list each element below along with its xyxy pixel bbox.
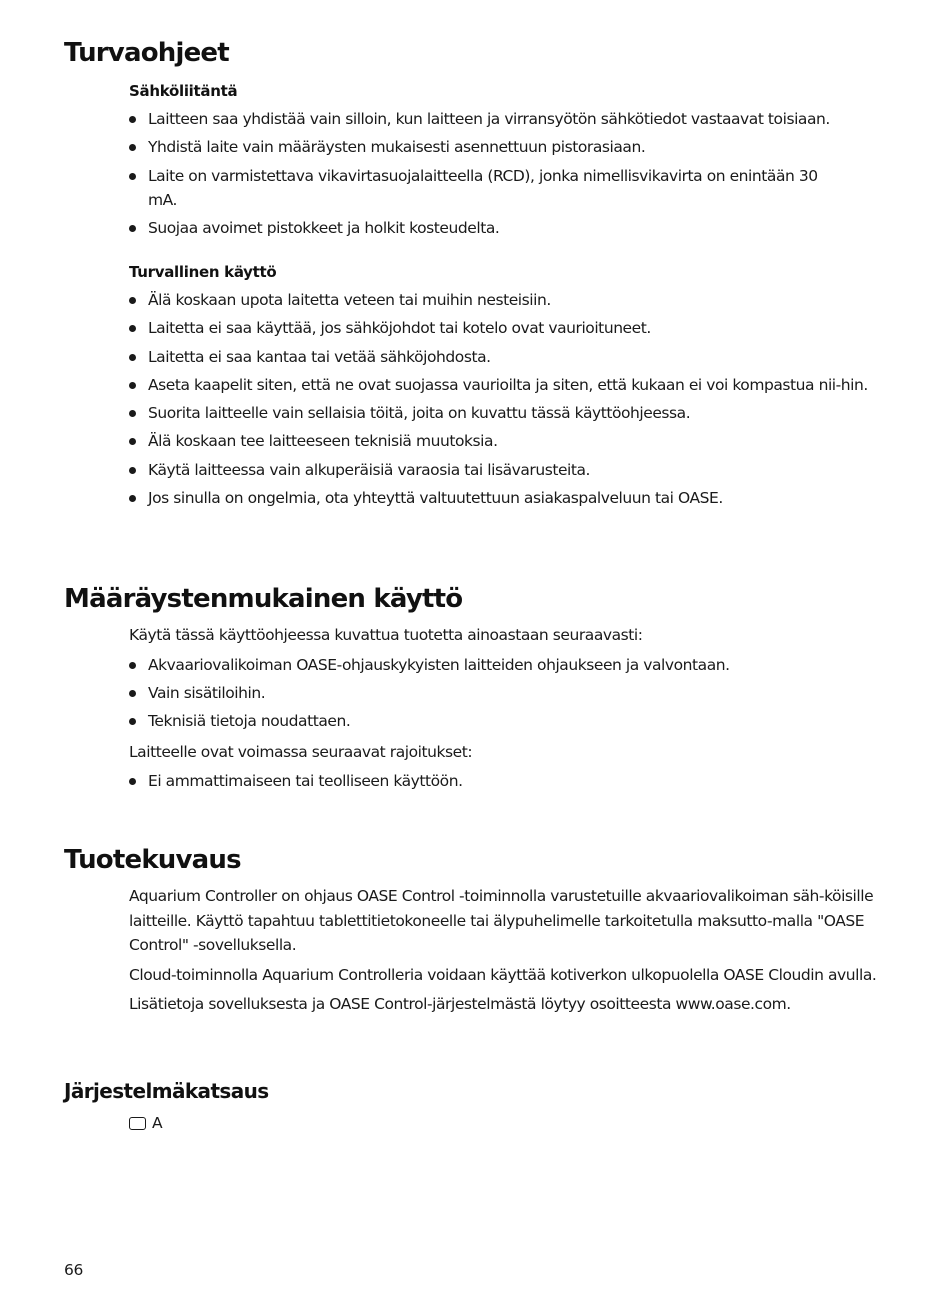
- list-item: Laitteen saa yhdistää vain silloin, kun laitteen ja virransyötön sähkötiedot vastaavat toisiaan.: [129, 107, 879, 132]
- list-item: Laitetta ei saa kantaa tai vetää sähköjohdosta.: [129, 345, 879, 370]
- list-item: Jos sinulla on ongelmia, ota yhteyttä valtuutettuun asiakaspalveluun tai OASE.: [129, 486, 879, 511]
- list-item: Älä koskaan tee laitteeseen teknisiä muutoksia.: [129, 429, 879, 454]
- subheading-electrical: Sähköliitäntä: [129, 82, 238, 100]
- heading-intended-use: Määräystenmukainen käyttö: [64, 584, 463, 614]
- product-paragraph: Aquarium Controller on ohjaus OASE Control -toiminnolla varustetuille akvaariovalikoiman säh-köisille laitteille. Käyttö tapahtuu tablettitietokoneelle tai älypuhelimelle tarkoitetulla maksutto-malla "OASE Control" -sovelluksella.: [129, 887, 874, 954]
- list-item: Suorita laitteelle vain sellaisia töitä, joita on kuvattu tässä käyttöohjeessa.: [129, 401, 879, 426]
- list-item: Laite on varmistettava vikavirtasuojalaitteella (RCD), jonka nimellisvikavirta on enintään 30 mA.: [129, 164, 879, 213]
- list-item: Laitetta ei saa käyttää, jos sähköjohdot tai kotelo ovat vaurioituneet.: [129, 316, 879, 341]
- operation-list: [129, 288, 879, 511]
- subheading-safe-operation: Turvallinen käyttö: [129, 263, 277, 281]
- list-item: Akvaariovalikoiman OASE-ohjauskykyisten laitteiden ohjaukseen ja valvontaan.: [129, 653, 879, 678]
- electrical-list: [129, 107, 879, 241]
- list-item: Suojaa avoimet pistokkeet ja holkit kosteudelta.: [129, 216, 879, 241]
- product-description-block: [129, 884, 879, 1022]
- figure-icon: [129, 1117, 146, 1130]
- list-item: Yhdistä laite vain määräysten mukaisesti asennettuun pistorasiaan.: [129, 135, 879, 160]
- list-item: Vain sisätiloihin.: [129, 681, 879, 706]
- list-item: Älä koskaan upota laitetta veteen tai muihin nesteisiin.: [129, 288, 879, 313]
- electrical-list-block: [129, 107, 879, 245]
- intended-use-block: [129, 623, 879, 797]
- heading-product-description: Tuotekuvaus: [64, 845, 241, 875]
- heading-safety: Turvaohjeet: [64, 38, 229, 68]
- list-item: Teknisiä tietoja noudattaen.: [129, 709, 879, 734]
- intended-use-intro: Käytä tässä käyttöohjeessa kuvattua tuotetta ainoastaan seuraavasti:: [129, 626, 643, 644]
- heading-system-overview: Järjestelmäkatsaus: [64, 1079, 269, 1103]
- restrictions-list: [129, 769, 879, 794]
- list-item: Aseta kaapelit siten, että ne ovat suojassa vaurioilta ja siten, että kukaan ei voi kompastua nii-hin.: [129, 373, 879, 398]
- list-item: Käytä laitteessa vain alkuperäisiä varaosia tai lisävarusteita.: [129, 458, 879, 483]
- operation-list-block: [129, 288, 879, 514]
- product-paragraph: Cloud-toiminnolla Aquarium Controlleria voidaan käyttää kotiverkon ulkopuolella OASE Cloudin avulla.: [129, 965, 877, 984]
- product-paragraph: Lisätietoja sovelluksesta ja OASE Control-järjestelmästä löytyy osoitteesta www.oase.com.: [129, 995, 791, 1013]
- figure-label: A: [152, 1114, 163, 1132]
- list-item: Ei ammattimaiseen tai teolliseen käyttöön.: [129, 769, 879, 794]
- restrictions-intro: Laitteelle ovat voimassa seuraavat rajoitukset:: [129, 742, 473, 761]
- page-number: 66: [64, 1261, 84, 1279]
- intended-use-list: [129, 653, 879, 734]
- figure-reference: [129, 1114, 163, 1132]
